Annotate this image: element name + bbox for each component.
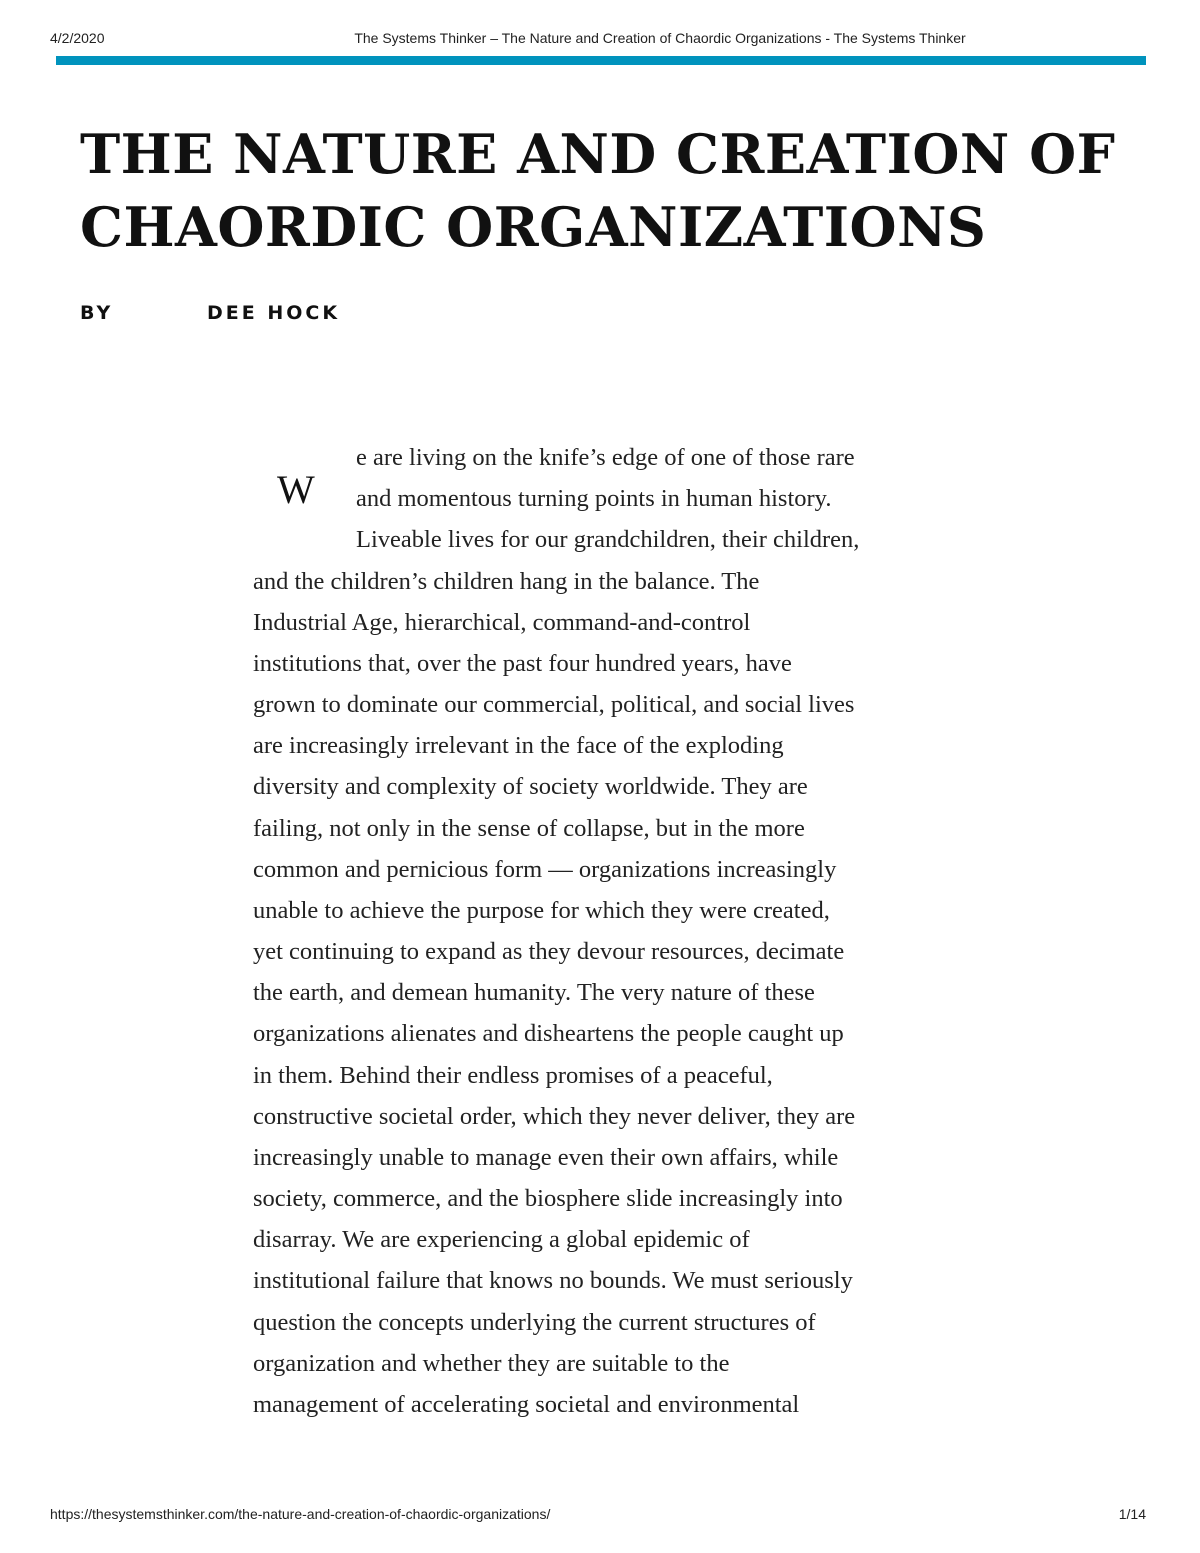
body-line: institutional failure that knows no bounds. We must seriously (253, 1267, 853, 1295)
body-line: Liveable lives for our grandchildren, their children, (356, 526, 860, 554)
body-line: e are living on the knife’s edge of one of those rare (356, 444, 855, 471)
author-name[interactable]: DEE HOCK (207, 302, 341, 324)
body-line: grown to dominate our commercial, political, and social lives (253, 691, 855, 719)
body-line: organizations alienates and disheartens the people caught up (253, 1020, 844, 1048)
body-line: organization and whether they are suitable to the (253, 1349, 730, 1377)
body-line: constructive societal order, which they never deliver, they are (253, 1102, 856, 1130)
body-line: in them. Behind their endless promises of a peaceful, (253, 1061, 773, 1089)
body-line: society, commerce, and the biosphere slide increasingly into (253, 1185, 843, 1213)
print-page-title: The Systems Thinker – The Nature and Creation of Chaordic Organizations - The Systems Thinker (354, 30, 966, 46)
body-line: disarray. We are experiencing a global epidemic of (253, 1226, 750, 1254)
title-line: CHAORDIC ORGANIZATIONS (80, 195, 987, 259)
article-title (80, 118, 1115, 264)
body-line: and momentous turning points in human history. (356, 485, 832, 513)
body-line: and the children’s children hang in the balance. The (253, 567, 760, 595)
body-line: diversity and complexity of society worldwide. They are (253, 773, 808, 801)
body-line: the earth, and demean humanity. The very nature of these (253, 979, 815, 1007)
print-date: 4/2/2020 (50, 30, 105, 46)
body-line: yet continuing to expand as they devour resources, decimate (253, 938, 845, 966)
body-line: institutions that, over the past four hundred years, have (253, 649, 792, 677)
drop-cap: W (277, 467, 315, 512)
body-line: Industrial Age, hierarchical, command-and-control (253, 608, 751, 636)
print-url: https://thesystemsthinker.com/the-nature-and-creation-of-chaordic-organizations/ (50, 1506, 551, 1522)
title-line: THE NATURE AND CREATION OF (80, 122, 1116, 186)
byline-label: BY (80, 302, 114, 324)
body-line: common and pernicious form — organizations increasingly (253, 855, 837, 883)
body-line: are increasingly irrelevant in the face of the exploding (253, 732, 784, 760)
body-line: increasingly unable to manage even their own affairs, while (253, 1143, 839, 1171)
body-line: management of accelerating societal and environmental (253, 1390, 800, 1418)
body-line: question the concepts underlying the current structures of (253, 1308, 816, 1336)
body-line: unable to achieve the purpose for which they were created, (253, 896, 830, 924)
page-number: 1/14 (1118, 1506, 1146, 1522)
accent-bar (56, 56, 1146, 65)
body-line: failing, not only in the sense of collapse, but in the more (253, 814, 805, 842)
